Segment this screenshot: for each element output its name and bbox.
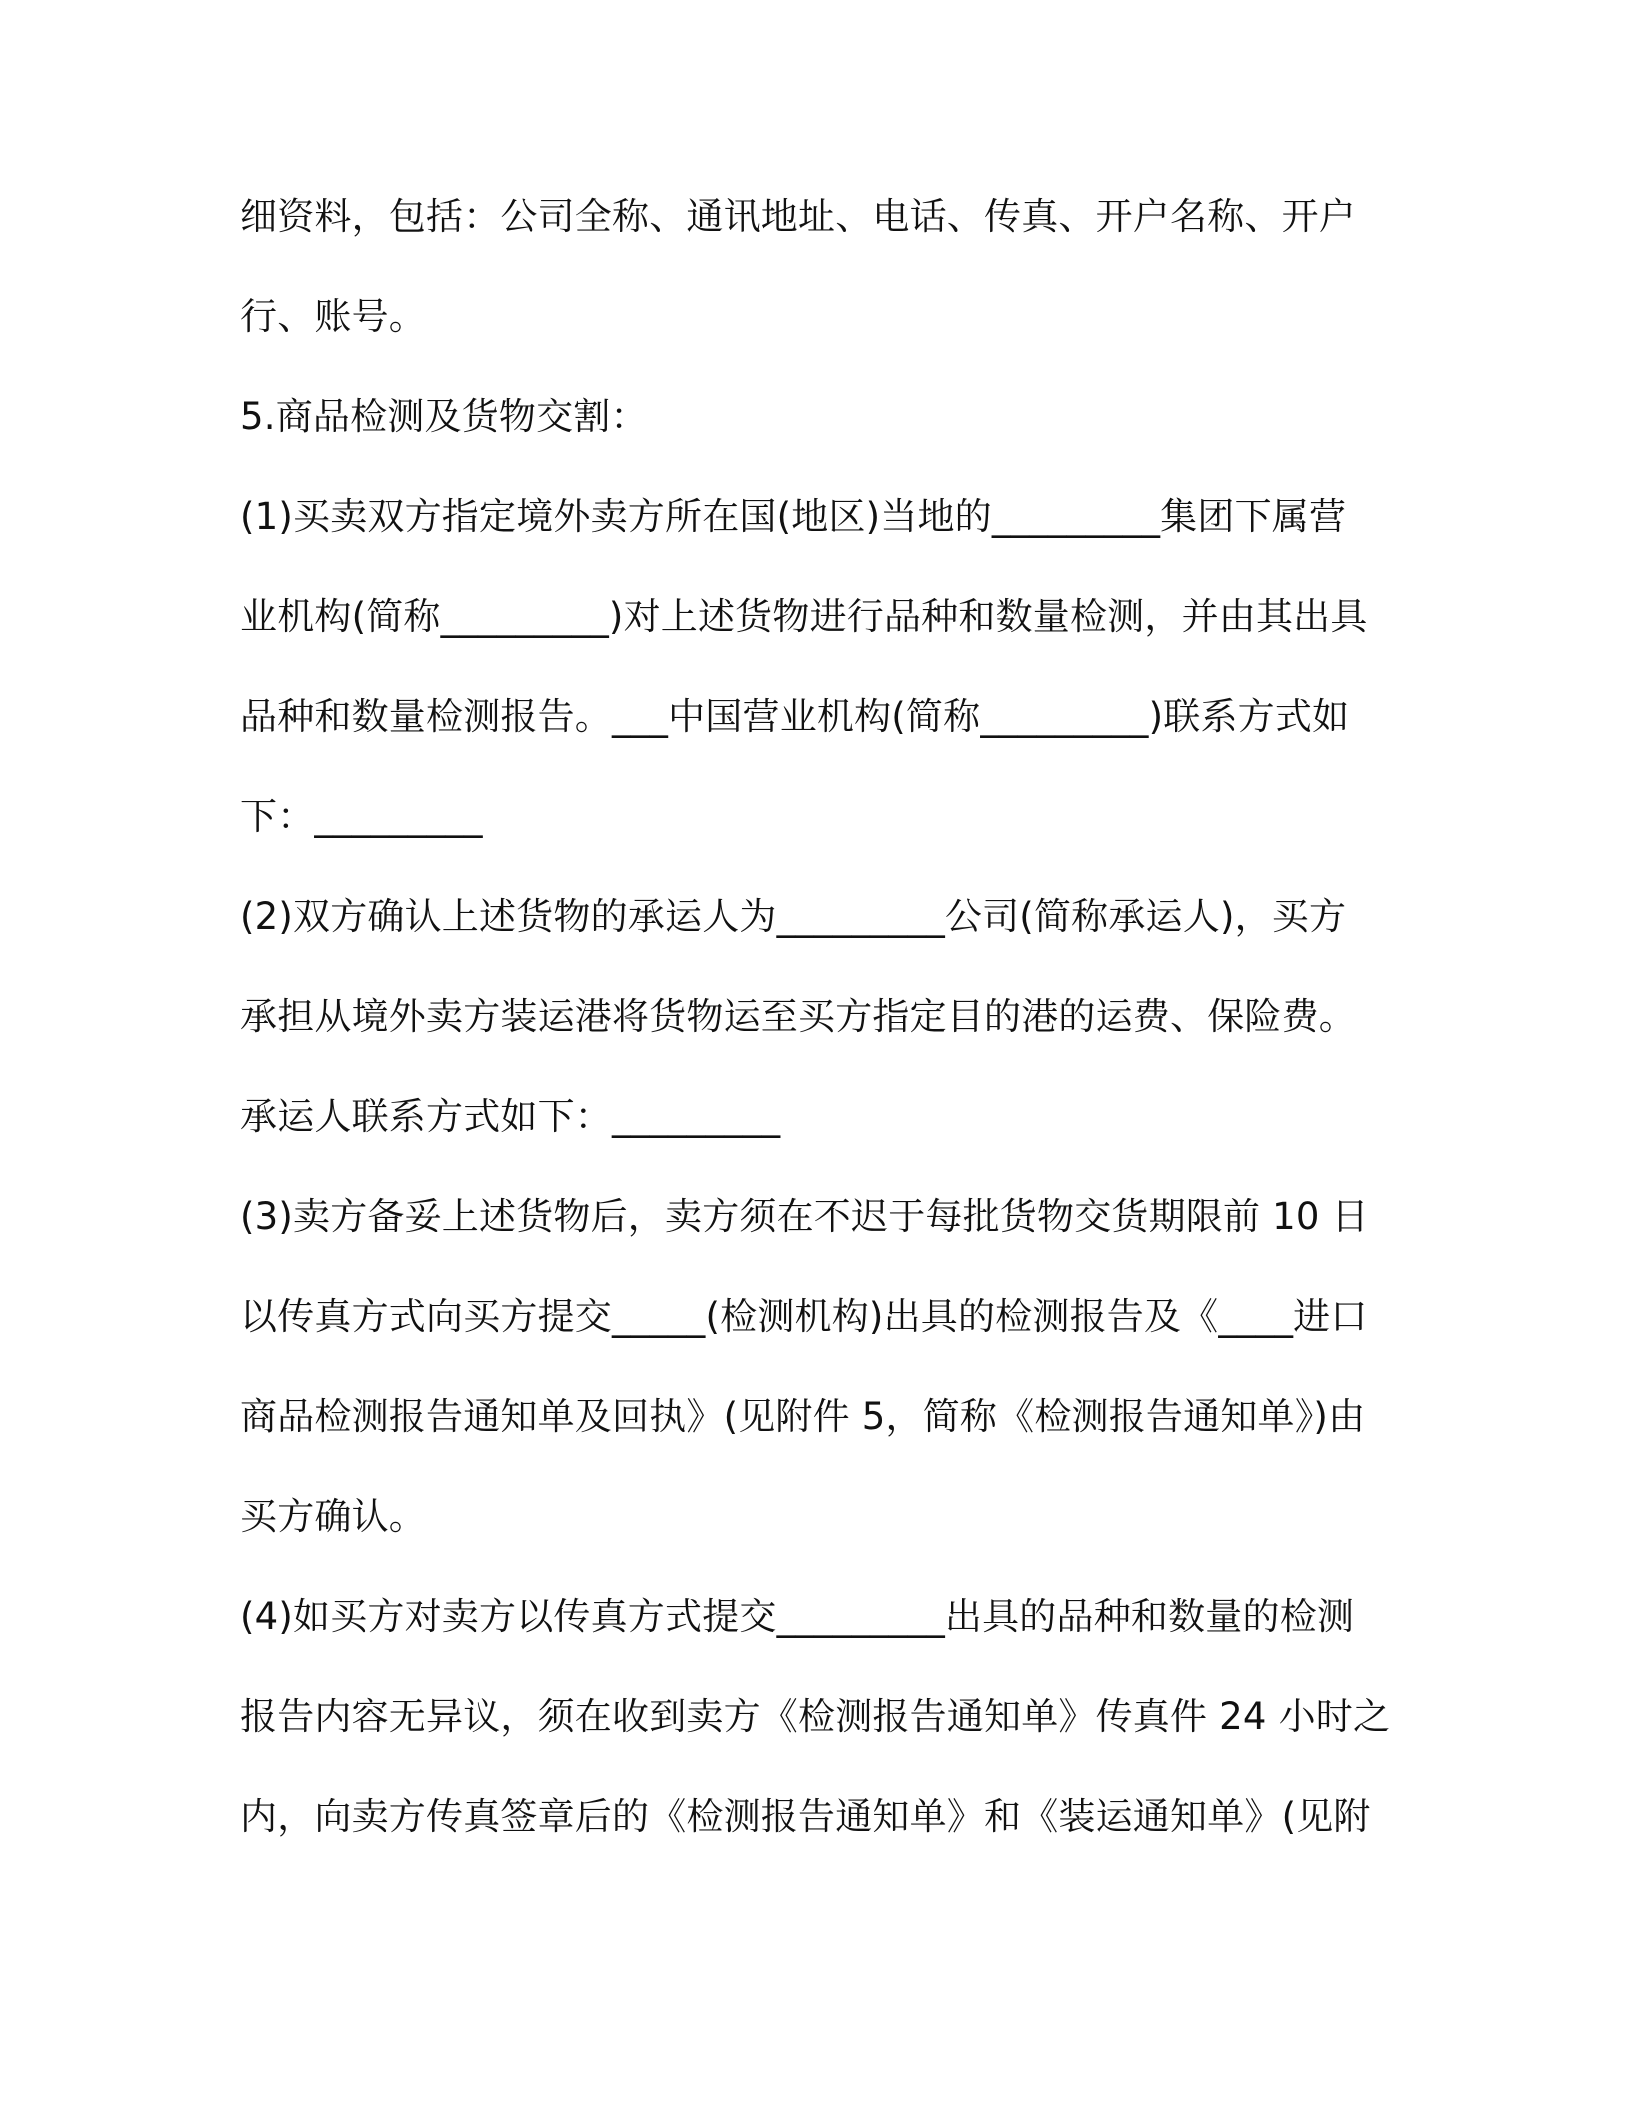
text-line: 下：_________ <box>240 795 483 838</box>
text-line: 行、账号。 <box>240 295 426 338</box>
text-line: 商品检测报告通知单及回执》(见附件 5，简称《检测报告通知单》)由 <box>240 1395 1366 1438</box>
text-line: 细资料，包括：公司全称、通讯地址、电话、传真、开户名称、开户 <box>240 195 1356 238</box>
section-heading: 5.商品检测及货物交割： <box>240 395 648 438</box>
text-line: 内，向卖方传真签章后的《检测报告通知单》和《装运通知单》(见附 <box>240 1795 1371 1838</box>
text-line: 业机构(简称_________)对上述货物进行品种和数量检测，并由其出具 <box>240 595 1368 638</box>
text-line: (1)买卖双方指定境外卖方所在国(地区)当地的_________集团下属营 <box>240 495 1347 538</box>
text-line: 报告内容无异议，须在收到卖方《检测报告通知单》传真件 24 小时之 <box>240 1695 1391 1738</box>
text-line: (2)双方确认上述货物的承运人为_________公司(简称承运人)，买方 <box>240 895 1347 938</box>
text-line: (4)如买方对卖方以传真方式提交_________出具的品种和数量的检测 <box>240 1595 1355 1638</box>
text-line: (3)卖方备妥上述货物后，卖方须在不迟于每批货物交货期限前 10 日 <box>240 1195 1369 1238</box>
text-line: 品种和数量检测报告。___中国营业机构(简称_________)联系方式如 <box>240 695 1350 738</box>
text-line: 买方确认。 <box>240 1495 426 1538</box>
text-line: 承担从境外卖方装运港将货物运至买方指定目的港的运费、保险费。 <box>240 995 1356 1038</box>
text-line: 以传真方式向买方提交_____(检测机构)出具的检测报告及《____进口 <box>240 1295 1368 1338</box>
text-line: 承运人联系方式如下：_________ <box>240 1095 781 1138</box>
